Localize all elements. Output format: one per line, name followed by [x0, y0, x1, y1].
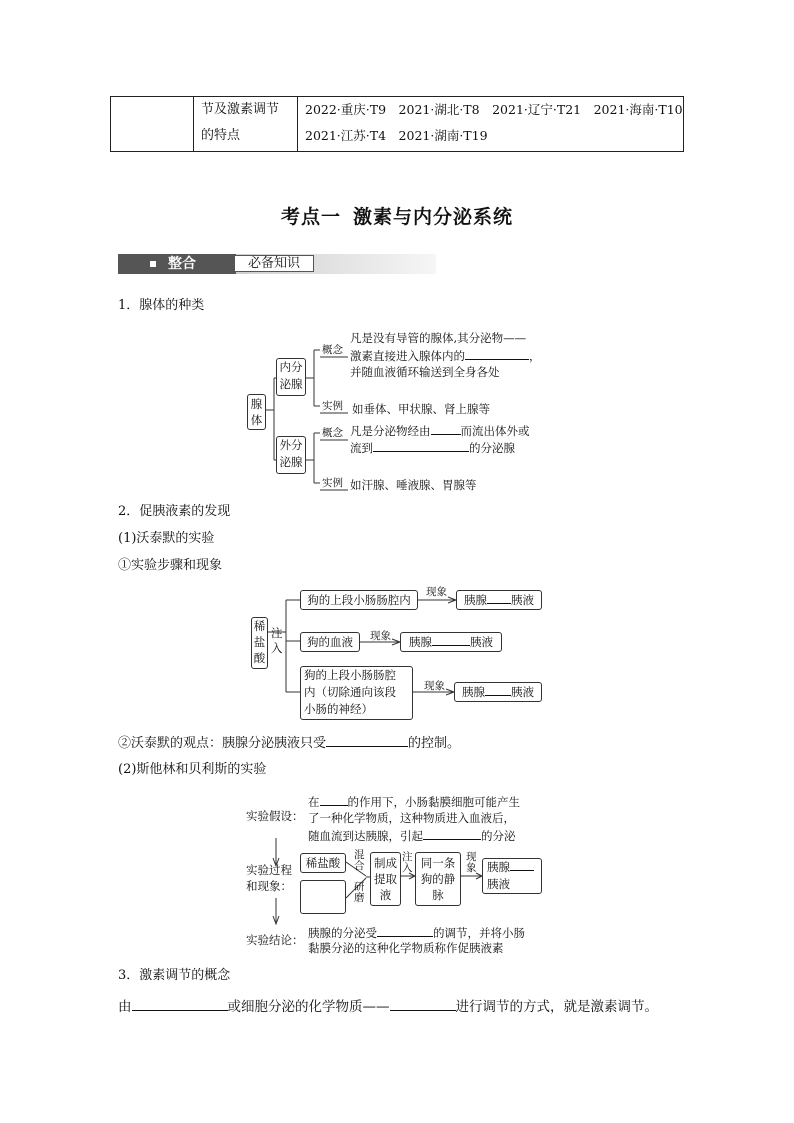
hypothesis-label: 实验假设：: [246, 809, 304, 823]
hyp-text-a: 在: [308, 795, 320, 809]
label-phenomenon-3: 现象: [424, 680, 445, 692]
conclusion-label: 实验结论：: [246, 933, 304, 947]
section-label: 考点一: [280, 206, 341, 228]
process-label-1: 实验过程: [246, 863, 292, 877]
label-concept-exo: 概念: [322, 427, 343, 439]
result3-juice: 胰液: [511, 685, 534, 699]
label-phenomenon-2: 现象: [370, 630, 391, 642]
section-name: 激素与内分泌系统: [353, 206, 514, 228]
conclusion-line1: [308, 924, 525, 941]
result1-juice: 胰液: [511, 593, 534, 607]
blank-result-4[interactable]: [510, 859, 534, 871]
exo-concept-text2: 而流出体外或: [460, 424, 530, 438]
table-exam-refs-line1: 2022·重庆·T9 2021·湖北·T8 2021·辽宁·T21 2021·海南·T10: [305, 102, 683, 117]
result2-juice: 胰液: [470, 635, 493, 649]
hypothesis-line3: [308, 827, 516, 844]
sub-starling: (2)斯他林和贝利斯的实验: [118, 762, 267, 777]
exo-concept-line1: [350, 422, 530, 439]
wertheimer-view: [118, 732, 460, 754]
box-acid-2: 稀盐酸: [300, 853, 346, 873]
blank-result-1[interactable]: [487, 592, 511, 604]
node-exocrine-label: 外分泌腺: [279, 438, 303, 469]
box-same-dog: [415, 852, 461, 906]
section-title: [0, 202, 794, 229]
box-denervated-line2: 内（切除通向该段: [304, 685, 396, 699]
banner-label: 整合: [168, 256, 196, 272]
exo-concept-text4: 的分泌腺: [469, 441, 515, 455]
blank-def-1[interactable]: [132, 996, 228, 1011]
box-denervated-intestine: [300, 666, 413, 720]
node-gland: [247, 394, 266, 430]
label-inject: 注入: [271, 626, 283, 655]
sub-wertheimer: (1)沃泰默的实验: [118, 531, 215, 546]
heading-gland-types: 1．腺体的种类: [118, 298, 205, 313]
blank-view[interactable]: [326, 732, 408, 747]
exo-concept-line2: [350, 439, 515, 456]
box-blank-material[interactable]: [300, 880, 346, 914]
result-box-3: [454, 682, 542, 702]
blank-def-2[interactable]: [390, 996, 456, 1011]
node-endocrine-label: 内分泌腺: [279, 360, 303, 391]
hypothesis-line2: 了一种化学物质，这种物质进入血液后，: [308, 811, 515, 825]
banner-box-label: 必备知识: [234, 255, 314, 272]
box-dog-blood: 狗的血液: [300, 632, 360, 652]
table-exam-refs-line2: 2021·江苏·T4 2021·湖南·T19: [305, 128, 488, 143]
blank-hyp-2[interactable]: [423, 827, 481, 840]
heading-hormone-regulation: 3．激素调节的概念: [118, 968, 231, 983]
endo-example: 如垂体、甲状腺、肾上腺等: [352, 402, 490, 416]
result4-pancreas: 胰腺: [487, 860, 510, 874]
curriculum-table: [110, 96, 684, 152]
hyp-text-d: 的分泌: [481, 829, 516, 843]
box-extract-label: 制成提取液: [374, 856, 397, 902]
box-extract: [370, 852, 401, 906]
view-text-a: ②沃泰默的观点：胰腺分泌胰液只受: [118, 736, 327, 751]
blank-endo[interactable]: [465, 347, 529, 360]
node-acid: [251, 617, 268, 669]
hyp-text-b: 的作用下，小肠黏膜细胞可能产生: [347, 795, 520, 809]
node-endocrine: [276, 358, 306, 396]
square-bullet-icon: [150, 261, 156, 267]
label-phenomenon-4: 现象: [466, 851, 477, 874]
result-box-1: [456, 590, 542, 610]
blank-exo-1[interactable]: [431, 422, 461, 435]
blank-result-3[interactable]: [485, 684, 511, 696]
steps-label: ①实验步骤和现象: [118, 558, 223, 573]
label-concept-endo: 概念: [322, 344, 343, 356]
integration-banner: [118, 254, 436, 274]
concl-text-b: 的调节，并将小肠: [433, 926, 525, 940]
exo-concept-text1: 凡是分泌物经由: [350, 424, 431, 438]
blank-result-2[interactable]: [432, 634, 470, 646]
exo-example: 如汗腺、唾液腺、胃腺等: [350, 478, 477, 492]
conclusion-line2: 黏膜分泌的这种化学物质称作促胰液素: [308, 941, 504, 955]
result4-line1: [487, 859, 541, 876]
result-box-2: [400, 632, 502, 652]
label-grind: 研磨: [354, 881, 365, 904]
label-example-endo: 实例: [322, 400, 343, 412]
def-text-b: 或细胞分泌的化学物质——: [227, 999, 390, 1015]
box-denervated-line3: 小肠的神经）: [304, 702, 373, 716]
table-topic-line1: 节及激素调节: [201, 102, 280, 117]
result1-pancreas: 胰腺: [464, 593, 487, 607]
blank-hyp-1[interactable]: [320, 793, 348, 806]
blank-exo-2[interactable]: [373, 439, 469, 452]
result3-pancreas: 胰腺: [462, 685, 485, 699]
result2-pancreas: 胰腺: [409, 635, 432, 649]
box-upper-intestine: 狗的上段小肠肠腔内: [300, 590, 418, 610]
node-acid-label: 稀盐酸: [253, 619, 266, 665]
box-denervated-line1: 狗的上段小肠肠腔: [304, 668, 396, 682]
label-example-exo: 实例: [322, 477, 343, 489]
hyp-text-c: 随血流到达胰腺，引起: [308, 829, 423, 843]
table-topic-line2: 的特点: [201, 128, 241, 143]
concl-text-a: 胰腺的分泌受: [308, 926, 377, 940]
process-label-2: 和现象：: [246, 879, 292, 893]
def-text-c: 进行调节的方式，就是激素调节。: [455, 999, 658, 1015]
node-exocrine: [276, 436, 306, 474]
label-mix: 混合: [354, 849, 365, 872]
endo-concept-line2: [350, 347, 541, 364]
endo-concept-line3: 并随血液循环输送到全身各处: [350, 365, 500, 379]
label-inject-2: 注入: [402, 851, 413, 874]
exo-concept-text3: 流到: [350, 441, 373, 455]
node-gland-label: 腺体: [250, 397, 263, 427]
blank-concl[interactable]: [377, 924, 433, 937]
box-same-dog-label: 同一条狗的静脉: [420, 856, 456, 902]
endo-concept-text: 激素直接进入腺体内的: [350, 349, 465, 363]
banner-dark-part: [118, 254, 236, 274]
view-text-b: 的控制。: [408, 736, 461, 751]
endo-concept-line1: 凡是没有导管的腺体,其分泌物——: [350, 331, 527, 345]
def-text-a: 由: [118, 999, 132, 1015]
result4-juice: 胰液: [487, 877, 510, 891]
endo-concept-comma: ，: [529, 349, 541, 363]
hypothesis-line1: [308, 793, 520, 810]
label-phenomenon-1: 现象: [426, 586, 447, 598]
result-box-4: [482, 858, 542, 894]
heading-secretin: 2．促胰液素的发现: [118, 504, 231, 519]
hormone-regulation-definition: [118, 996, 658, 1017]
